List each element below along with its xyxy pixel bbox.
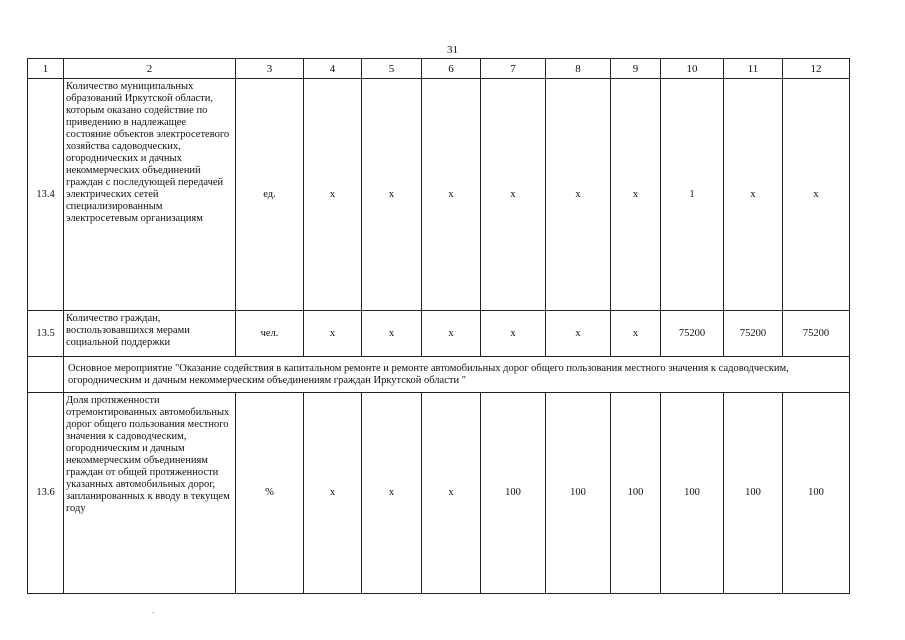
page-number: 31 <box>447 44 458 56</box>
value-cell: 75200 <box>783 311 850 357</box>
header-cell: 5 <box>362 59 422 79</box>
unit-cell: чел. <box>236 311 304 357</box>
value-cell: х <box>304 393 362 594</box>
value-cell: х <box>422 79 481 311</box>
table-row <box>28 393 850 594</box>
value-cell: 100 <box>481 393 546 594</box>
row-id: 13.5 <box>28 311 64 357</box>
row-id: 13.4 <box>28 79 64 311</box>
header-cell: 12 <box>783 59 850 79</box>
value-cell: х <box>422 393 481 594</box>
value-cell: 100 <box>661 393 724 594</box>
main-measure-id-cell <box>28 357 64 393</box>
value-cell: х <box>304 311 362 357</box>
value-cell: 75200 <box>724 311 783 357</box>
value-cell: 75200 <box>661 311 724 357</box>
indicators-table <box>27 58 850 594</box>
value-cell: х <box>362 393 422 594</box>
value-cell: х <box>362 311 422 357</box>
header-row <box>28 59 850 79</box>
table-row <box>28 311 850 357</box>
value-cell: х <box>546 79 611 311</box>
indicator-name: Доля протяженности отремонтированных автомобильных дорог общего пользования местного значения к садоводческим, огородническим и дачным некоммерческим объединениям граждан от общей протяженности указанных автомобильных дорог, запланированных к вводу в текущем году <box>64 393 236 594</box>
value-cell: х <box>783 79 850 311</box>
scan-speck <box>152 612 154 613</box>
row-id: 13.6 <box>28 393 64 594</box>
value-cell: 100 <box>724 393 783 594</box>
header-cell: 11 <box>724 59 783 79</box>
table-row <box>28 79 850 311</box>
header-cell: 4 <box>304 59 362 79</box>
value-cell: 100 <box>783 393 850 594</box>
unit-cell: % <box>236 393 304 594</box>
header-cell: 7 <box>481 59 546 79</box>
header-cell: 1 <box>28 59 64 79</box>
indicator-name: Количество граждан, воспользовавшихся мерами социальной поддержки <box>64 311 236 357</box>
value-cell: х <box>304 79 362 311</box>
value-cell: х <box>362 79 422 311</box>
unit-cell: ед. <box>236 79 304 311</box>
value-cell: х <box>481 311 546 357</box>
indicator-name: Количество муниципальных образований Иркутской области, которым оказано содействие по приведению в надлежащее состояние объектов электросетевого хозяйства садоводческих, огороднических и дачных некоммерческих объединений граждан с последующей передачей электрических сетей специализированным электросетевым организациям <box>64 79 236 311</box>
header-cell: 9 <box>611 59 661 79</box>
header-cell: 3 <box>236 59 304 79</box>
value-cell: х <box>724 79 783 311</box>
main-measure-text: Основное мероприятие "Оказание содействия в капитальном ремонте и ремонте автомобильных дорог общего пользования местного значения к садоводческим, огородническим и дачным некоммерческим объединениям граждан Иркутской области " <box>64 357 850 393</box>
main-measure-row <box>28 357 850 393</box>
value-cell: х <box>422 311 481 357</box>
value-cell: х <box>481 79 546 311</box>
header-cell: 10 <box>661 59 724 79</box>
value-cell: х <box>546 311 611 357</box>
value-cell: 100 <box>611 393 661 594</box>
header-cell: 8 <box>546 59 611 79</box>
header-cell: 2 <box>64 59 236 79</box>
value-cell: х <box>611 311 661 357</box>
value-cell: 1 <box>661 79 724 311</box>
value-cell: 100 <box>546 393 611 594</box>
value-cell: х <box>611 79 661 311</box>
header-cell: 6 <box>422 59 481 79</box>
